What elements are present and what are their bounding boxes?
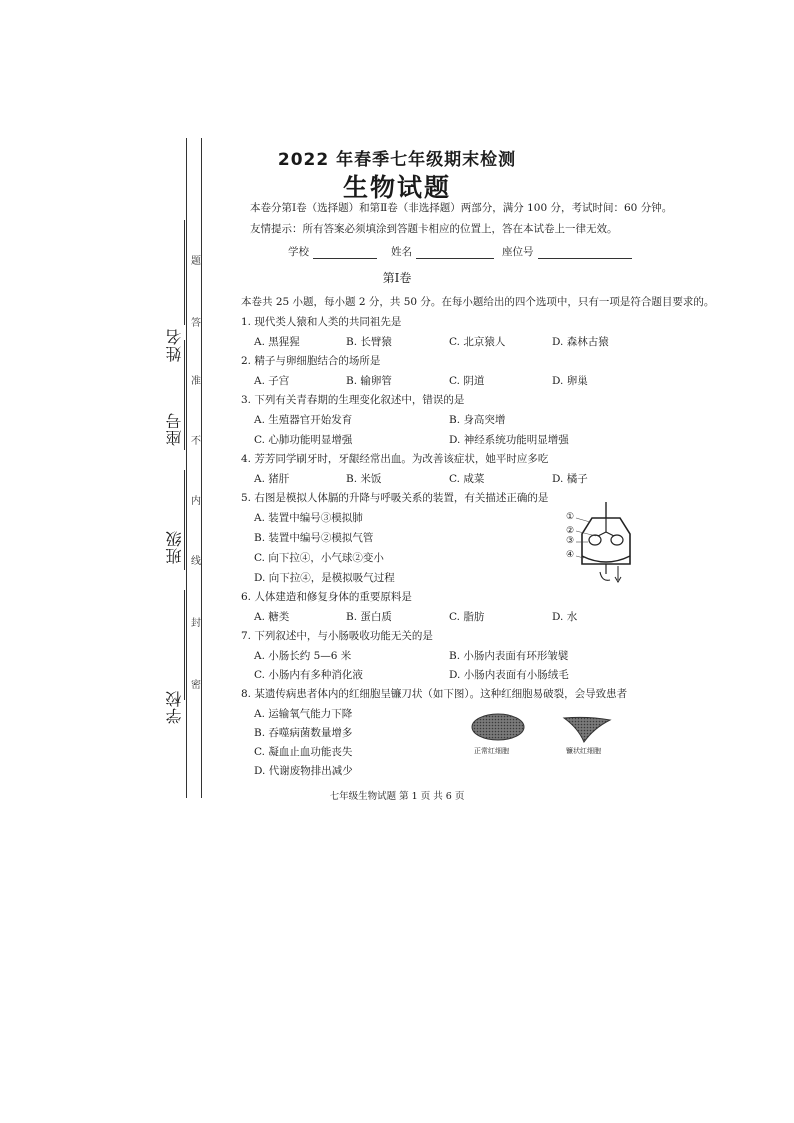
option-c[interactable]: C. 北京猿人 <box>449 336 506 348</box>
question-stem: 4. 芳芳同学刷牙时，牙龈经常出血。为改善该症状，她平时应多吃 <box>241 453 549 465</box>
seal-char: 封 <box>191 618 201 629</box>
option-d[interactable]: D. 向下拉④，是模拟吸气过程 <box>254 572 395 584</box>
exam-title: 2022 年春季七年级期末检测 <box>277 150 517 170</box>
option-a[interactable]: A. 黑猩猩 <box>254 336 300 348</box>
option-b[interactable]: B. 装置中编号②模拟气管 <box>254 532 374 544</box>
option-a[interactable]: A. 糖类 <box>254 611 290 623</box>
name-blank[interactable] <box>416 246 494 259</box>
option-a[interactable]: A. 生殖器官开始发育 <box>254 414 353 426</box>
binding-class-label: 班级 <box>165 530 184 564</box>
binding-school-label: 学校 <box>165 690 184 724</box>
breathing-apparatus-figure <box>566 502 646 584</box>
option-d[interactable]: D. 神经系统功能明显增强 <box>449 434 569 446</box>
option-c[interactable]: C. 脂肪 <box>449 611 485 623</box>
question-stem: 3. 下列有关青春期的生理变化叙述中，错误的是 <box>241 394 465 406</box>
option-b[interactable]: B. 身高突增 <box>449 414 506 426</box>
seal-char: 不 <box>191 436 201 447</box>
seat-label: 座位号 <box>502 246 534 258</box>
option-d[interactable]: D. 代谢废物排出减少 <box>254 765 353 777</box>
option-d[interactable]: D. 卵巢 <box>552 375 588 387</box>
option-c[interactable]: C. 向下拉④，小气球②变小 <box>254 552 384 564</box>
apparatus-label-4: ④ <box>566 550 575 560</box>
name-label: 姓名 <box>391 246 412 258</box>
section-instructions: 本卷共 25 小题，每小题 2 分，共 50 分。在每小题给出的四个选项中，只有一项是符合题目要求的。 <box>241 296 715 308</box>
question-stem: 8. 某遗传病患者体内的红细胞呈镰刀状（如下图）。这种红细胞易破裂，会导致患者 <box>241 688 628 700</box>
option-a[interactable]: A. 运输氧气能力下降 <box>254 708 353 720</box>
binding-name-label: 姓名 <box>165 328 184 362</box>
apparatus-label-3: ③ <box>566 536 575 546</box>
option-b[interactable]: B. 米饭 <box>346 473 382 485</box>
option-c[interactable]: C. 凝血止血功能丧失 <box>254 746 353 758</box>
school-blank[interactable] <box>313 246 377 259</box>
seal-char: 答 <box>191 318 201 329</box>
normal-red-blood-cell-figure <box>470 712 526 742</box>
option-b[interactable]: B. 吞噬病菌数量增多 <box>254 727 353 739</box>
seal-char: 线 <box>191 556 201 567</box>
question-stem: 2. 精子与卵细胞结合的场所是 <box>241 355 381 367</box>
seal-char: 密 <box>191 680 201 691</box>
binding-line-inner <box>201 138 202 798</box>
option-a[interactable]: A. 小肠长约 5—6 米 <box>254 650 352 662</box>
seal-char: 内 <box>191 496 201 507</box>
page-footer: 七年级生物试题 第 1 页 共 6 页 <box>329 791 465 802</box>
option-b[interactable]: B. 小肠内表面有环形皱襞 <box>449 650 569 662</box>
question-stem: 5. 右图是模拟人体膈的升降与呼吸关系的装置，有关描述正确的是 <box>241 492 549 504</box>
school-blank-line <box>184 590 185 700</box>
subject-title: 生物试题 <box>342 173 451 202</box>
option-b[interactable]: B. 蛋白质 <box>346 611 392 623</box>
option-d[interactable]: D. 小肠内表面有小肠绒毛 <box>449 669 569 681</box>
option-c[interactable]: C. 心肺功能明显增强 <box>254 434 353 446</box>
school-label: 学校 <box>288 246 309 258</box>
section-title: 第Ⅰ卷 <box>382 271 412 285</box>
seal-char: 准 <box>191 376 201 387</box>
apparatus-label-2: ② <box>566 526 575 536</box>
option-d[interactable]: D. 橘子 <box>552 473 588 485</box>
exam-intro: 本卷分第Ⅰ卷（选择题）和第Ⅱ卷（非选择题）两部分，满分 100 分，考试时间：60 分钟。 <box>250 202 673 214</box>
seal-char: 题 <box>191 256 201 267</box>
option-c[interactable]: C. 阴道 <box>449 375 485 387</box>
option-c[interactable]: C. 咸菜 <box>449 473 485 485</box>
seat-blank[interactable] <box>538 246 632 259</box>
option-b[interactable]: B. 输卵管 <box>346 375 392 387</box>
normal-cell-caption: 正常红细胞 <box>474 747 509 755</box>
option-a[interactable]: A. 装置中编号③模拟肺 <box>254 512 363 524</box>
question-stem: 7. 下列叙述中，与小肠吸收功能无关的是 <box>241 630 433 642</box>
binding-line-outer <box>186 138 187 798</box>
student-info-row <box>288 244 632 259</box>
option-a[interactable]: A. 猪肝 <box>254 473 290 485</box>
option-a[interactable]: A. 子宫 <box>254 375 290 387</box>
sickle-cell-caption: 镰状红细胞 <box>566 747 601 755</box>
option-c[interactable]: C. 小肠内有多种消化液 <box>254 669 363 681</box>
option-d[interactable]: D. 水 <box>552 611 578 623</box>
question-stem: 1. 现代类人猿和人类的共同祖先是 <box>241 316 402 328</box>
exam-tip: 友情提示：所有答案必须填涂到答题卡相应的位置上，答在本试卷上一律无效。 <box>250 223 618 235</box>
sickle-red-blood-cell-figure <box>562 714 612 744</box>
question-stem: 6. 人体建造和修复身体的重要原料是 <box>241 591 412 603</box>
binding-seat-label: 座号 <box>165 412 184 446</box>
option-d[interactable]: D. 森林古猿 <box>552 336 609 348</box>
option-b[interactable]: B. 长臂猿 <box>346 336 392 348</box>
apparatus-label-1: ① <box>566 512 575 522</box>
